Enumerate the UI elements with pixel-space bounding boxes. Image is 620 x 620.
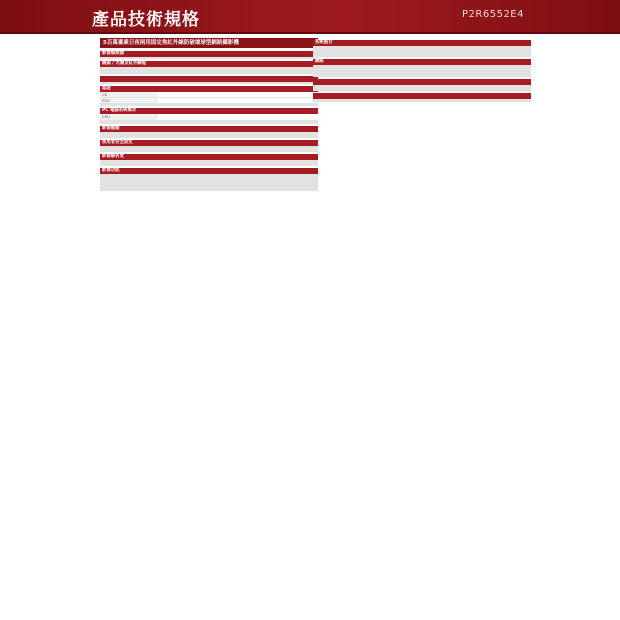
spec-row (313, 76, 531, 77)
page-header (0, 0, 620, 34)
right-spec-column (313, 38, 531, 102)
spec-section-title: 使用者安全設定 (100, 140, 318, 146)
page-title: 產品技術規格 (92, 10, 200, 30)
left-spec-column (100, 38, 318, 191)
spec-section-title: 系統整合 (313, 40, 531, 46)
spec-row (100, 83, 318, 84)
spec-label: FCC (100, 98, 158, 103)
spec-row (100, 190, 318, 191)
spec-section-title: 影像壓縮 (100, 126, 318, 132)
spec-row (100, 165, 318, 166)
spec-value (158, 92, 318, 97)
spec-row (100, 58, 318, 59)
spec-label: CPU (100, 114, 158, 119)
spec-row (313, 90, 531, 91)
spec-row (100, 123, 318, 124)
spec-section-title: 影像功能 (100, 168, 318, 174)
product-banner: 5百萬畫素日夜兩用固定焦紅外線防破壞球型網路攝影機 (100, 38, 318, 48)
spec-section-title: 認證 (100, 86, 318, 92)
spec-section-title: PC 電腦系統需求 (100, 108, 318, 114)
spec-section-title: 鏡頭 / 光圈及紅外線燈 (100, 61, 318, 67)
spec-row (100, 151, 318, 152)
spec-label: CE (100, 92, 158, 97)
model-number: P2R6552E4 (462, 9, 524, 20)
spec-value (158, 114, 318, 119)
spec-row (100, 73, 318, 74)
spec-section-title: 影像解析度 (100, 154, 318, 160)
spec-section-title: 影像感測器 (100, 51, 318, 57)
spec-section-title: 網路 (313, 59, 531, 65)
spec-row (100, 137, 318, 138)
spec-row (100, 105, 318, 106)
spec-value (158, 98, 318, 103)
spec-row (313, 101, 531, 102)
spec-row (313, 56, 531, 57)
